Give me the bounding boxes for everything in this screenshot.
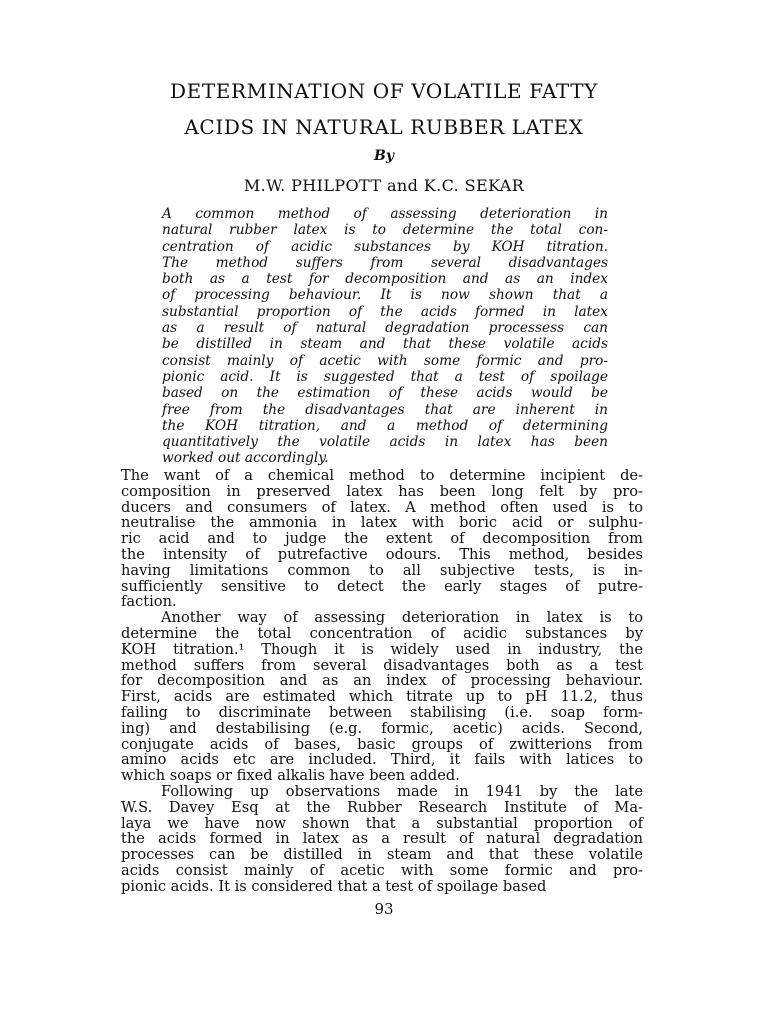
authors: M.W. PHILPOTT and K.C. SEKAR: [243, 176, 525, 195]
abstract-line: based on the estimation of these acids would be: [162, 385, 608, 402]
abstract-line: The method suffers from several disadvantages: [162, 254, 608, 271]
paragraph-line: having limitations common to all subjective tests, is in-: [121, 561, 643, 579]
byline-label: By: [374, 148, 394, 164]
abstract: [162, 206, 608, 467]
abstract-line: of processing behaviour. It is now shown that a: [162, 287, 608, 304]
paragraph-line: faction.: [121, 593, 177, 611]
abstract-line: natural rubber latex is to determine the total con-: [162, 222, 608, 239]
abstract-line: both as a test for decomposition and as an index: [162, 271, 608, 288]
abstract-line: free from the disadvantages that are inherent in: [162, 401, 608, 418]
abstract-line: worked out accordingly.: [162, 450, 329, 467]
paragraph-line: Following up observations made in 1941 by the late: [161, 782, 643, 800]
abstract-line: the KOH titration, and a method of determining: [162, 417, 608, 434]
paragraph-line: which soaps or fixed alkalis have been added.: [121, 767, 460, 785]
paragraph-line: First, acids are estimated which titrate up to pH 11.2, thus: [121, 688, 643, 706]
paragraph-line: determine the total concentration of acidic substances by: [121, 624, 643, 642]
paragraph-line: failing to discriminate between stabilising (i.e. soap form-: [121, 703, 643, 721]
paragraph-line: ric acid and to judge the extent of decomposition from: [121, 530, 643, 548]
paragraph-line: pionic acids. It is considered that a test of spoilage based: [121, 877, 547, 895]
abstract-line: centration of acidic substances by KOH titration.: [162, 238, 608, 255]
paragraph-line: W.S. Davey Esq at the Rubber Research Institute of Ma-: [121, 798, 643, 816]
paragraph-line: composition in preserved latex has been long felt by pro-: [121, 482, 643, 500]
abstract-line: as a result of natural degradation processess can: [162, 320, 608, 337]
abstract-line: be distilled in steam and that these volatile acids: [162, 336, 608, 353]
page-number: 93: [374, 900, 394, 918]
paragraph-line: The want of a chemical method to determine incipient de-: [121, 467, 643, 484]
paragraph-line: the intensity of putrefactive odours. This method, besides: [121, 545, 643, 563]
title-line-2: ACIDS IN NATURAL RUBBER LATEX: [184, 115, 584, 139]
paragraph-line: amino acids etc are included. Third, it fails with latices to: [121, 751, 643, 769]
paragraph-line: KOH titration.¹ Though it is widely used in industry, the: [121, 640, 643, 658]
title-line-1: DETERMINATION OF VOLATILE FATTY: [170, 79, 598, 103]
paragraph-line: ing) and destabilising (e.g. formic, acetic) acids. Second,: [121, 719, 643, 737]
paragraph-line: the acids formed in latex as a result of natural degradation: [121, 830, 643, 848]
paragraph-line: for decomposition and as an index of processing behaviour.: [121, 672, 643, 690]
abstract-line: consist mainly of acetic with some formic and pro-: [162, 352, 608, 369]
abstract-line: pionic acid. It is suggested that a test of spoilage: [162, 368, 608, 385]
body-text: [121, 468, 643, 895]
paragraph-line: acids consist mainly of acetic with some formic and pro-: [121, 861, 643, 879]
paragraph-line: sufficiently sensitive to detect the early stages of putre-: [121, 577, 643, 595]
paragraph-line: Another way of assessing deterioration in latex is to: [161, 609, 643, 627]
paragraph-line: laya we have now shown that a substantial proportion of: [121, 814, 643, 832]
abstract-line: quantitatively the volatile acids in latex has been: [162, 434, 608, 451]
paragraph-line: ducers and consumers of latex. A method often used is to: [121, 498, 643, 516]
paragraph-line: method suffers from several disadvantages both as a test: [121, 656, 643, 674]
paragraph-line: neutralise the ammonia in latex with boric acid or sulphu-: [121, 514, 643, 532]
paragraph-line: processes can be distilled in steam and that these volatile: [121, 846, 643, 864]
paragraph-line: conjugate acids of bases, basic groups of zwitterions from: [121, 735, 643, 753]
abstract-line: substantial proportion of the acids formed in latex: [162, 303, 608, 320]
abstract-line: A common method of assessing deterioration in: [162, 206, 608, 222]
